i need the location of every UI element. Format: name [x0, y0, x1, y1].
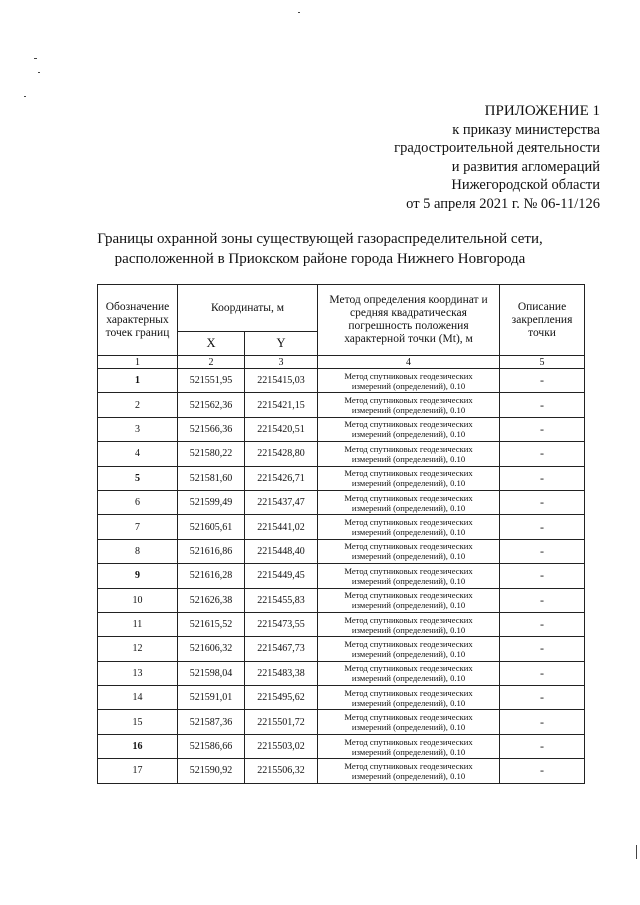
- coord-y: 2215441,02: [245, 515, 318, 539]
- method-line: Метод спутниковых геодезических: [344, 565, 473, 576]
- annex-block: [394, 102, 600, 213]
- table-row: [98, 393, 585, 417]
- method-cell: [318, 539, 500, 563]
- table-row: [98, 466, 585, 490]
- method-line: Метод спутниковых геодезических: [344, 419, 473, 430]
- method-line: измерений (определений), 0.10: [351, 502, 466, 513]
- fixing-description: -: [500, 588, 585, 612]
- method-cell: [318, 490, 500, 514]
- table-row: [98, 515, 585, 539]
- scan-speck: [38, 72, 40, 73]
- fixing-description: -: [500, 759, 585, 783]
- method-line: измерений (определений), 0.10: [351, 478, 466, 489]
- fixing-description: -: [500, 734, 585, 758]
- coord-y: 2215428,80: [245, 442, 318, 466]
- fixing-description: -: [500, 442, 585, 466]
- coord-x: 521599,49: [178, 490, 245, 514]
- fixing-description: -: [500, 686, 585, 710]
- coord-x: 521606,32: [178, 637, 245, 661]
- method-cell: [318, 442, 500, 466]
- method-cell: [318, 369, 500, 393]
- table-row: [98, 661, 585, 685]
- point-number: 3: [98, 417, 178, 441]
- title-line: Границы охранной зоны существующей газораспределительной сети,: [97, 231, 543, 247]
- coord-y: 2215467,73: [245, 637, 318, 661]
- method-line: измерений (определений), 0.10: [351, 429, 466, 440]
- scan-speck: [24, 96, 26, 97]
- point-number: 14: [98, 686, 178, 710]
- coord-y: 2215415,03: [245, 369, 318, 393]
- coord-y: 2215420,51: [245, 417, 318, 441]
- coord-y: 2215503,02: [245, 734, 318, 758]
- column-number: 2: [178, 356, 245, 369]
- coord-y: 2215501,72: [245, 710, 318, 734]
- column-number: 3: [245, 356, 318, 369]
- coord-x: 521587,36: [178, 710, 245, 734]
- table-row: [98, 588, 585, 612]
- method-cell: [318, 515, 500, 539]
- method-cell: [318, 588, 500, 612]
- method-line: Метод спутниковых геодезических: [344, 760, 473, 771]
- coord-x: 521580,22: [178, 442, 245, 466]
- point-number: 7: [98, 515, 178, 539]
- column-number: 5: [500, 356, 585, 369]
- coord-x: 521586,66: [178, 734, 245, 758]
- annex-line: и развития агломераций: [451, 158, 600, 175]
- method-line: Метод спутниковых геодезических: [344, 663, 473, 674]
- document-title: [0, 229, 640, 269]
- method-line: Метод спутниковых геодезических: [344, 590, 473, 601]
- point-number: 17: [98, 759, 178, 783]
- header-method: Метод определения координат и средняя квадратическая погрешность положения характерной точки (Mt), м: [318, 285, 500, 356]
- coord-y: 2215448,40: [245, 539, 318, 563]
- fixing-description: -: [500, 661, 585, 685]
- method-line: измерений (определений), 0.10: [351, 673, 466, 684]
- method-line: измерений (определений), 0.10: [351, 405, 466, 416]
- coord-y: 2215449,45: [245, 564, 318, 588]
- method-line: измерений (определений), 0.10: [351, 453, 466, 464]
- coord-y: 2215437,47: [245, 490, 318, 514]
- table-row: [98, 759, 585, 783]
- title-line: расположенной в Приокском районе города Нижнего Новгорода: [114, 251, 526, 267]
- method-cell: [318, 417, 500, 441]
- method-cell: [318, 637, 500, 661]
- annex-line: градостроительной деятельности: [394, 140, 600, 156]
- annex-line: к приказу министерства: [452, 121, 600, 138]
- point-number: 10: [98, 588, 178, 612]
- table-row: [98, 734, 585, 758]
- point-number: 5: [98, 466, 178, 490]
- method-cell: [318, 564, 500, 588]
- method-line: Метод спутниковых геодезических: [344, 443, 473, 454]
- coord-x: 521551,95: [178, 369, 245, 393]
- coord-x: 521590,92: [178, 759, 245, 783]
- point-number: 9: [98, 564, 178, 588]
- method-line: Метод спутниковых геодезических: [344, 614, 473, 625]
- table-row: [98, 417, 585, 441]
- point-number: 12: [98, 637, 178, 661]
- fixing-description: -: [500, 515, 585, 539]
- coord-y: 2215473,55: [245, 612, 318, 636]
- annex-line: от 5 апреля 2021 г. № 06-11/126: [406, 195, 600, 212]
- annex-heading: ПРИЛОЖЕНИЕ 1: [484, 103, 600, 119]
- coord-x: 521562,36: [178, 393, 245, 417]
- table-row: [98, 490, 585, 514]
- point-number: 13: [98, 661, 178, 685]
- method-cell: [318, 612, 500, 636]
- coord-x: 521616,86: [178, 539, 245, 563]
- point-number: 16: [98, 734, 178, 758]
- method-line: Метод спутниковых геодезических: [344, 370, 473, 381]
- point-number: 2: [98, 393, 178, 417]
- header-point: Обозначение характерных точек границ: [98, 285, 178, 356]
- method-line: Метод спутниковых геодезических: [344, 638, 473, 649]
- method-line: измерений (определений), 0.10: [351, 624, 466, 635]
- column-number: 1: [98, 356, 178, 369]
- method-line: измерений (определений), 0.10: [351, 527, 466, 538]
- table-row: [98, 539, 585, 563]
- header-y: Y: [245, 332, 318, 356]
- method-line: измерений (определений), 0.10: [351, 380, 466, 391]
- point-number: 11: [98, 612, 178, 636]
- coord-x: 521615,52: [178, 612, 245, 636]
- coord-y: 2215426,71: [245, 466, 318, 490]
- method-cell: [318, 466, 500, 490]
- coord-y: 2215455,83: [245, 588, 318, 612]
- method-line: измерений (определений), 0.10: [351, 770, 466, 781]
- header-description: Описание закрепления точки: [500, 285, 585, 356]
- point-number: 1: [98, 369, 178, 393]
- coord-x: 521591,01: [178, 686, 245, 710]
- fixing-description: -: [500, 612, 585, 636]
- coord-x: 521566,36: [178, 417, 245, 441]
- method-line: измерений (определений), 0.10: [351, 648, 466, 659]
- method-line: Метод спутниковых геодезических: [344, 468, 473, 479]
- method-cell: [318, 393, 500, 417]
- point-number: 4: [98, 442, 178, 466]
- method-line: Метод спутниковых геодезических: [344, 395, 473, 406]
- header-x: X: [178, 332, 245, 356]
- fixing-description: -: [500, 564, 585, 588]
- method-line: измерений (определений), 0.10: [351, 722, 466, 733]
- fixing-description: -: [500, 490, 585, 514]
- header-coords: Координаты, м: [178, 285, 318, 332]
- method-line: измерений (определений), 0.10: [351, 697, 466, 708]
- method-cell: [318, 686, 500, 710]
- method-line: Метод спутниковых геодезических: [344, 687, 473, 698]
- table-row: [98, 564, 585, 588]
- scan-speck: [636, 845, 637, 859]
- coord-y: 2215421,15: [245, 393, 318, 417]
- table-row: [98, 637, 585, 661]
- point-number: 15: [98, 710, 178, 734]
- method-line: Метод спутниковых геодезических: [344, 492, 473, 503]
- scan-speck: [34, 58, 37, 59]
- coord-x: 521616,28: [178, 564, 245, 588]
- fixing-description: -: [500, 417, 585, 441]
- table-row: [98, 369, 585, 393]
- coord-y: 2215506,32: [245, 759, 318, 783]
- point-number: 8: [98, 539, 178, 563]
- method-line: Метод спутниковых геодезических: [344, 517, 473, 528]
- coord-x: 521581,60: [178, 466, 245, 490]
- method-cell: [318, 734, 500, 758]
- fixing-description: -: [500, 539, 585, 563]
- table-row: [98, 710, 585, 734]
- table-row: [98, 686, 585, 710]
- coord-x: 521626,38: [178, 588, 245, 612]
- table-row: [98, 442, 585, 466]
- coord-x: 521598,04: [178, 661, 245, 685]
- method-cell: [318, 710, 500, 734]
- annex-line: Нижегородской области: [451, 177, 600, 193]
- boundary-points-table: [97, 284, 585, 784]
- fixing-description: -: [500, 393, 585, 417]
- fixing-description: -: [500, 466, 585, 490]
- scan-speck: [298, 12, 300, 13]
- fixing-description: -: [500, 369, 585, 393]
- coord-y: 2215495,62: [245, 686, 318, 710]
- method-line: Метод спутниковых геодезических: [344, 541, 473, 552]
- point-number: 6: [98, 490, 178, 514]
- method-line: Метод спутниковых геодезических: [344, 712, 473, 723]
- method-line: измерений (определений), 0.10: [351, 600, 466, 611]
- fixing-description: -: [500, 637, 585, 661]
- coord-x: 521605,61: [178, 515, 245, 539]
- method-line: Метод спутниковых геодезических: [344, 736, 473, 747]
- fixing-description: -: [500, 710, 585, 734]
- method-cell: [318, 759, 500, 783]
- method-line: измерений (определений), 0.10: [351, 575, 466, 586]
- table-row: [98, 612, 585, 636]
- method-cell: [318, 661, 500, 685]
- coord-y: 2215483,38: [245, 661, 318, 685]
- method-line: измерений (определений), 0.10: [351, 551, 466, 562]
- column-number: 4: [318, 356, 500, 369]
- method-line: измерений (определений), 0.10: [351, 746, 466, 757]
